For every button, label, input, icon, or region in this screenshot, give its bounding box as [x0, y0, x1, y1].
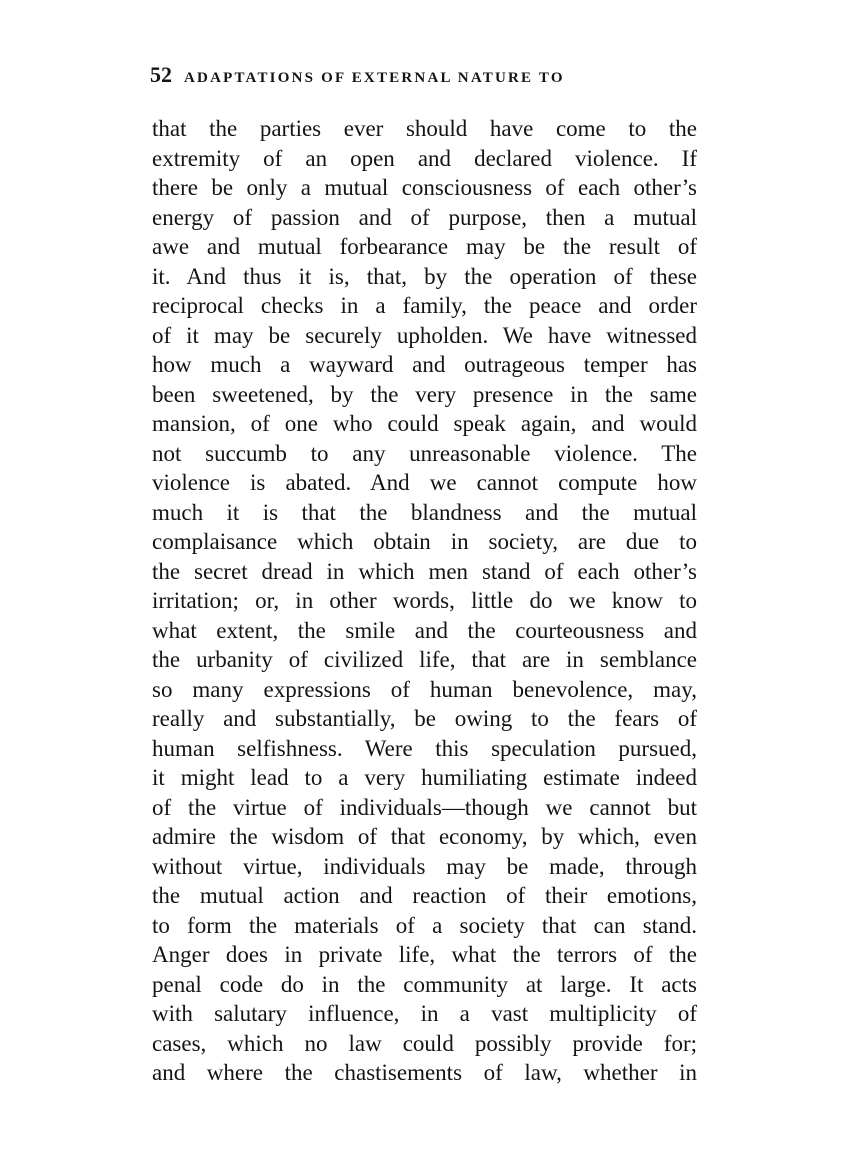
text-line: so many expressions of human benevolence, may, [152, 676, 697, 702]
text-line: and where the chastisements of law, whether in [152, 1060, 697, 1085]
text-line: penal code do in the community at large. It acts [152, 971, 697, 997]
text-line: awe and mutual forbearance may be the result of [152, 234, 697, 259]
text-line: what extent, the smile and the courteousness and [152, 617, 697, 643]
text-line: with salutary influence, in a vast multiplicity of [152, 1001, 697, 1026]
body-text [152, 114, 697, 1088]
text-line: it. And thus it is, that, by the operation of these [152, 263, 697, 289]
running-title: ADAPTATIONS OF EXTERNAL NATURE TO [184, 70, 565, 86]
page-number: 52 [150, 62, 172, 87]
text-line: the secret dread in which men stand of each other’s [152, 558, 697, 584]
text-line: to form the materials of a society that can stand. [152, 912, 697, 938]
text-line: been sweetened, by the very presence in the same [152, 381, 697, 407]
text-line: of it may be securely upholden. We have witnessed [152, 322, 697, 348]
text-line: without virtue, individuals may be made, through [152, 853, 697, 879]
text-line: extremity of an open and declared violence. If [152, 145, 697, 171]
text-line: violence is abated. And we cannot compute how [152, 470, 697, 495]
text-line: complaisance which obtain in society, are due to [152, 529, 697, 554]
text-line: the urbanity of civilized life, that are in semblance [152, 647, 697, 672]
text-line: the mutual action and reaction of their emotions, [152, 883, 697, 908]
text-line: how much a wayward and outrageous temper has [152, 352, 697, 377]
text-line: mansion, of one who could speak again, and would [152, 411, 697, 436]
text-line: really and substantially, be owing to the fears of [152, 706, 697, 731]
text-line: there be only a mutual consciousness of each other’s [152, 175, 697, 200]
text-line: irritation; or, in other words, little do we know to [152, 588, 697, 613]
text-line: Anger does in private life, what the terrors of the [152, 942, 697, 967]
text-line: that the parties ever should have come to the [152, 116, 697, 141]
text-line: admire the wisdom of that economy, by which, even [152, 824, 697, 849]
text-line: cases, which no law could possibly provide for; [152, 1030, 697, 1056]
text-line: reciprocal checks in a family, the peace and order [152, 293, 697, 318]
text-line: much it is that the blandness and the mutual [152, 499, 697, 525]
text-line: human selfishness. Were this speculation pursued, [152, 735, 697, 761]
text-line: energy of passion and of purpose, then a mutual [152, 204, 697, 230]
text-line: it might lead to a very humiliating estimate indeed [152, 765, 697, 790]
running-head [150, 62, 695, 92]
text-line: not succumb to any unreasonable violence. The [152, 440, 697, 466]
text-line: of the virtue of individuals—though we cannot but [152, 794, 697, 820]
